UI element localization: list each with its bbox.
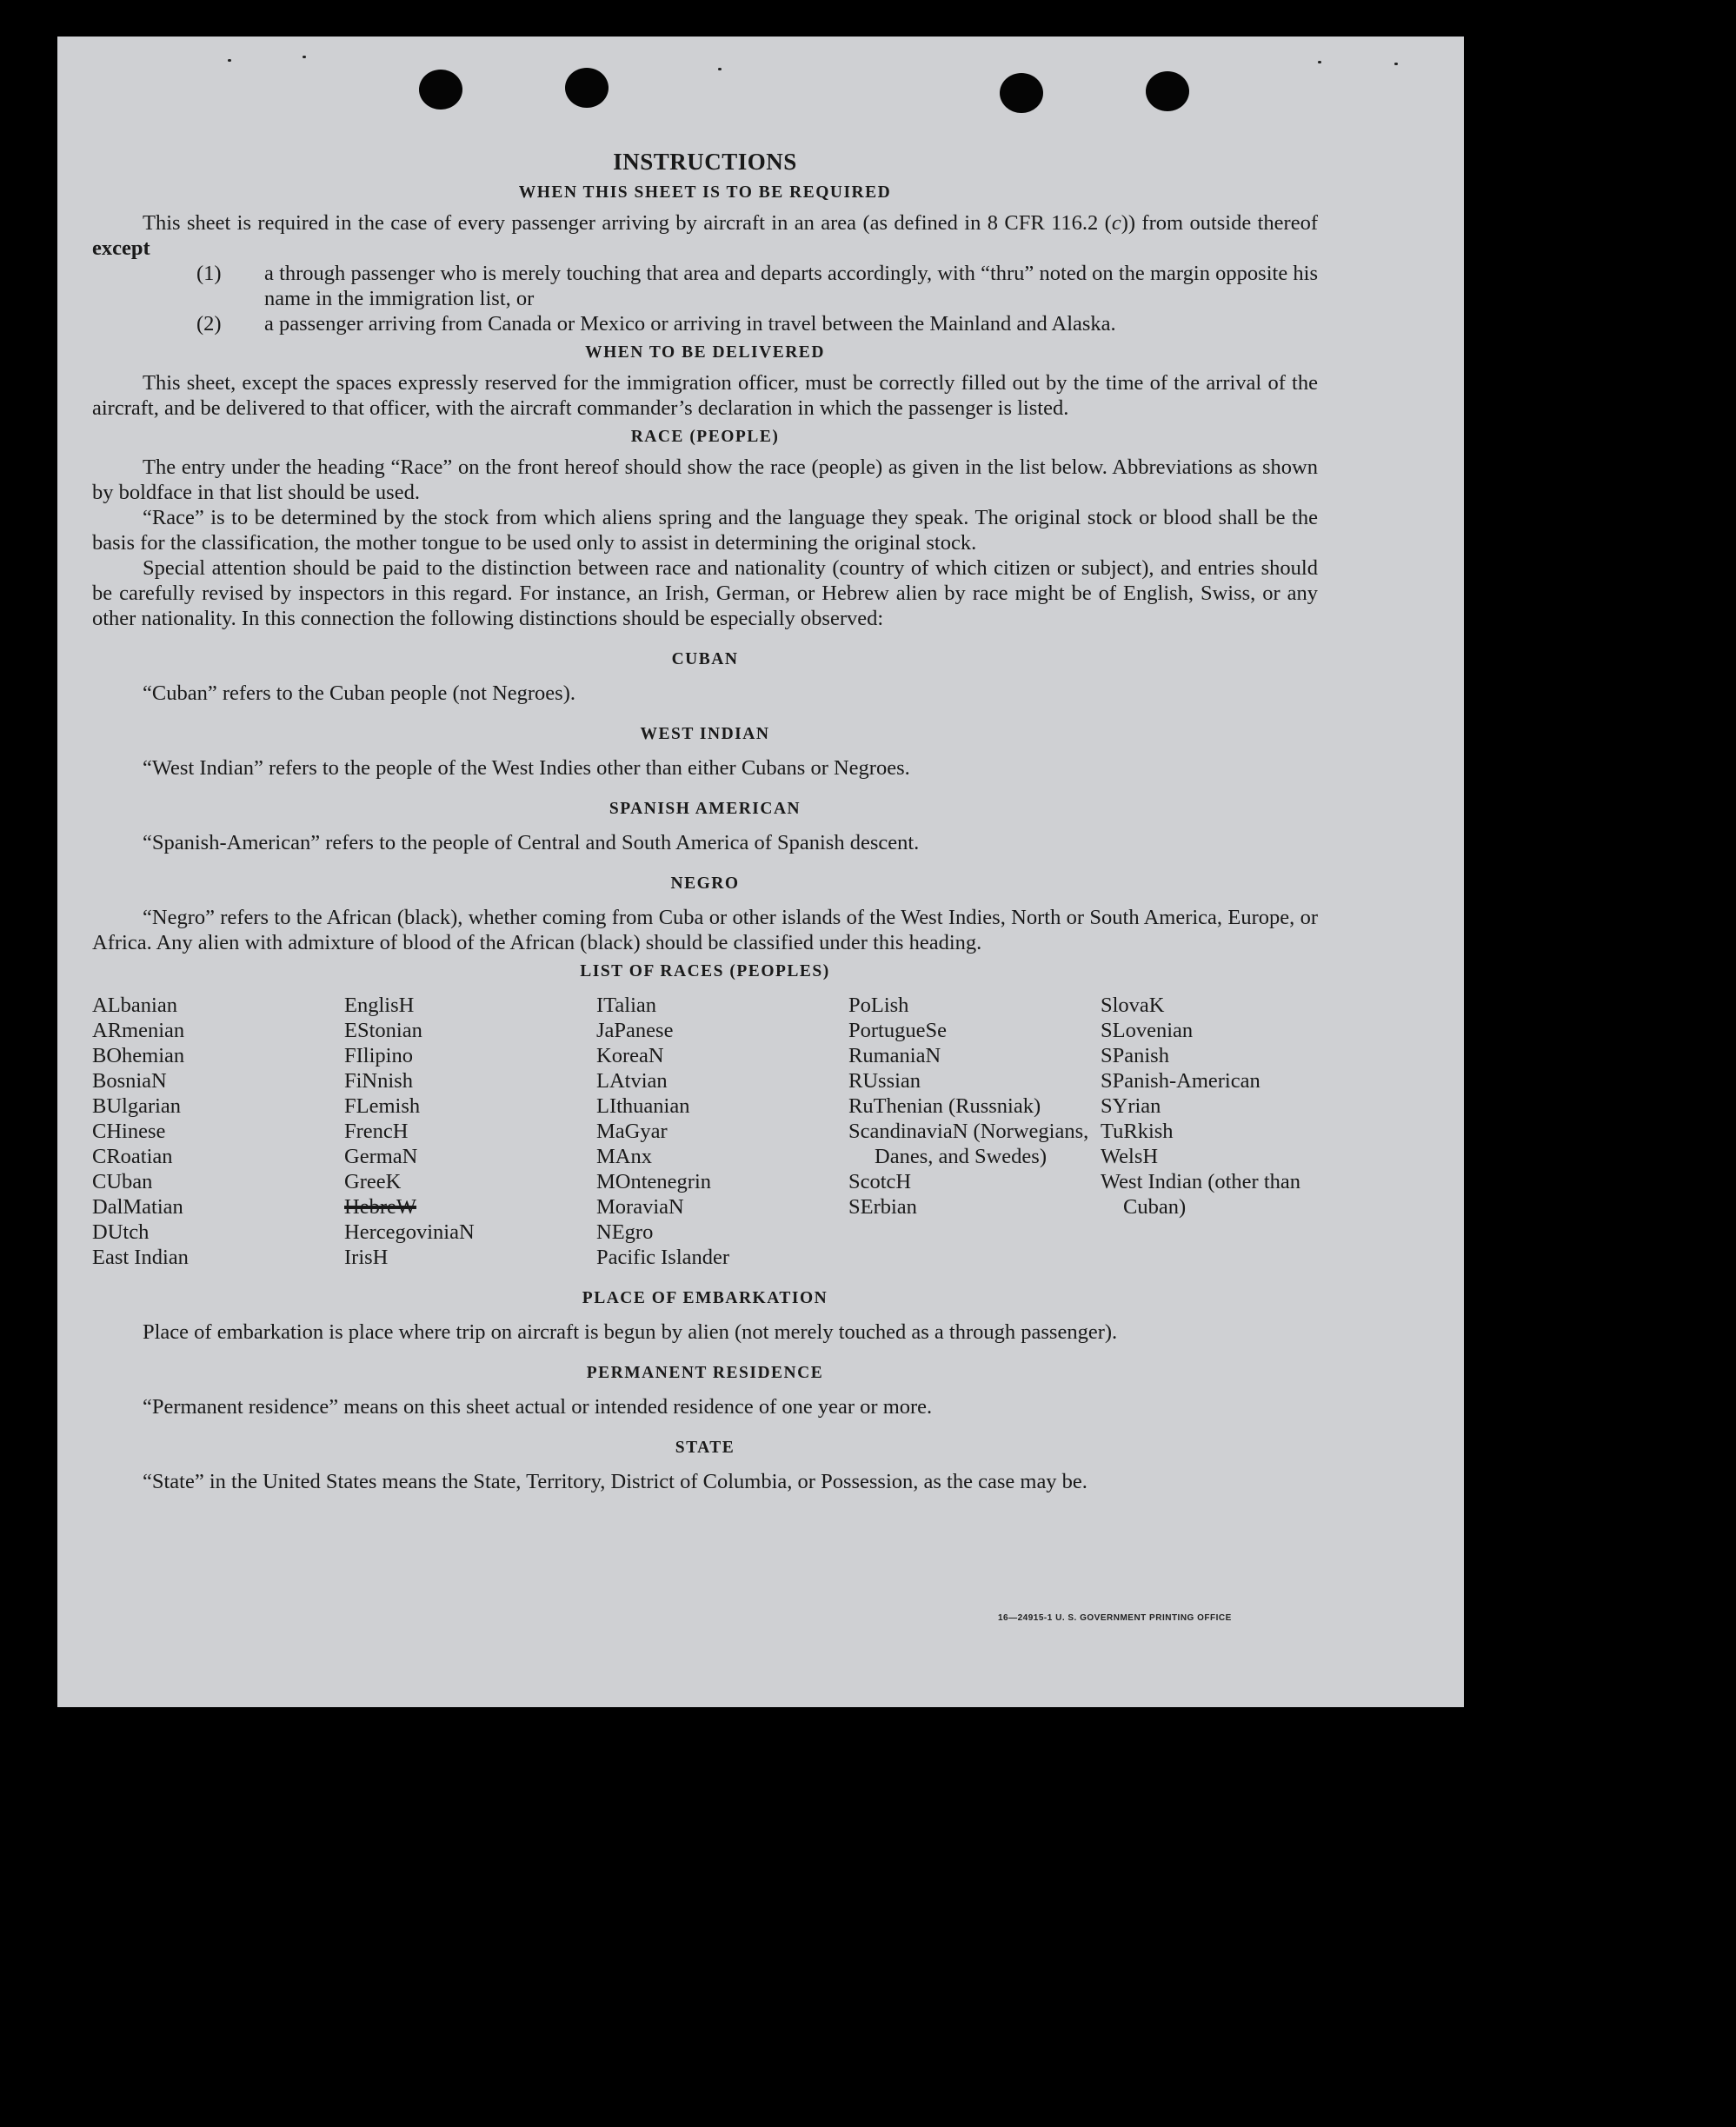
required-intro: This sheet is required in the case of every passenger arriving by aircraft in an area (as defined in 8 CFR 116.2 (c)) from outside thereof except [92,211,1318,260]
race-item: PoLish [848,994,909,1017]
punch-hole [1146,71,1189,111]
speck [228,59,231,62]
race-column [344,993,596,1270]
delivered-text: This sheet, except the spaces expressly reserved for the immigration officer, must be correctly filled out by the time of the arrival of the aircraft, and be delivered to that officer, with the aircraft commander’s declaration in which the passenger is listed. [92,371,1318,420]
section-heading-negro: NEGRO [670,874,740,893]
section-heading-west-indian: WEST INDIAN [640,725,770,743]
race-item: SPanish [1101,1044,1169,1067]
race-item: RUssian [848,1069,921,1093]
cuban-text: “Cuban” refers to the Cuban people (not Negroes). [143,681,575,705]
race-item: NEgro [596,1220,654,1244]
race-item: CUban [92,1170,153,1193]
section-heading-state: STATE [675,1439,735,1457]
punch-hole [565,68,609,108]
race-paragraph: The entry under the heading “Race” on the front hereof should show the race (people) as given in the list below. Abbreviations as shown by boldface in that list should be used. [92,455,1318,504]
race-item: ARmenian [92,1019,185,1042]
race-item: PortugueSe [848,1019,947,1042]
page-title: INSTRUCTIONS [613,149,797,175]
race-paragraph: Special attention should be paid to the distinction between race and nationality (country of which citizen or subject), and entries should be carefully revised by inspectors in this regard. For instance, an Irish, German, or Hebrew alien by race might be of English, Swiss, or any other nationality. In this connection the following distinctions should be especially observed: [92,556,1318,630]
race-item: HercegoviniaN [344,1220,475,1244]
item-number: (2) [196,312,222,336]
race-item: ScotcH [848,1170,912,1193]
speck [718,68,722,70]
section-heading-embarkation: PLACE OF EMBARKATION [582,1289,828,1307]
state-text: “State” in the United States means the State, Territory, District of Columbia, or Possession, as the case may be. [143,1470,1087,1493]
speck [303,56,306,58]
west-indian-text: “West Indian” refers to the people of the West Indies other than either Cubans or Negroes. [143,756,910,780]
race-item: EStonian [344,1019,422,1042]
section-heading-delivered: WHEN TO BE DELIVERED [585,343,825,362]
race-item: MaGyar [596,1120,668,1143]
race-item: CRoatian [92,1145,173,1168]
instructions-content [92,150,1318,1494]
punch-hole [419,70,462,110]
negro-text: “Negro” refers to the African (black), whether coming from Cuba or other islands of the West Indies, North or South America, Europe, or Africa. Any alien with admixture of blood of the African (black) should be classified under this heading. [92,906,1318,954]
race-item: West Indian (other than Cuban) [1101,1170,1301,1219]
section-heading-race: RACE (PEOPLE) [630,428,780,446]
item-number: (1) [196,262,222,285]
race-item: JaPanese [596,1019,674,1042]
race-item: FIlipino [344,1044,413,1067]
section-heading-spanish-american: SPANISH AMERICAN [609,800,801,818]
race-item: BUlgarian [92,1094,182,1118]
race-item: KoreaN [596,1044,664,1067]
race-column [1101,993,1318,1270]
race-item: Pacific Islander [596,1246,730,1269]
race-item: SYrian [1101,1094,1161,1118]
race-column [92,993,344,1270]
race-item: FrencH [344,1120,409,1143]
race-item: LAtvian [596,1069,668,1093]
section-heading-required: WHEN THIS SHEET IS TO BE REQUIRED [518,183,892,202]
race-item: ITalian [596,994,657,1017]
race-item: SErbian [848,1195,917,1219]
exception-item [92,311,1318,336]
section-heading-residence: PERMANENT RESIDENCE [586,1364,824,1382]
exception-item [92,261,1318,311]
race-item: IrisH [344,1246,389,1269]
section-heading-cuban: CUBAN [671,650,739,668]
race-item: DUtch [92,1220,150,1244]
race-column [596,993,848,1270]
race-column [848,993,1101,1270]
race-item: MoraviaN [596,1195,684,1219]
race-item: GreeK [344,1170,402,1193]
spanish-american-text: “Spanish-American” refers to the people of Central and South America of Spanish descent. [143,831,920,854]
race-item: CHinese [92,1120,166,1143]
race-item: WelsH [1101,1145,1159,1168]
race-item-crossed-out: HebreW [344,1195,416,1219]
section-heading-list: LIST OF RACES (PEOPLES) [580,962,830,980]
race-list [92,993,1318,1270]
race-item: FLemish [344,1094,421,1118]
race-item: DalMatian [92,1195,183,1219]
race-item: RuThenian (Russniak) [848,1094,1041,1118]
race-item: MOntenegrin [596,1170,711,1193]
race-item: FiNnish [344,1069,413,1093]
speck [1318,61,1321,63]
race-item: TuRkish [1101,1120,1174,1143]
race-item: SlovaK [1101,994,1165,1017]
race-item: BOhemian [92,1044,185,1067]
race-item: RumaniaN [848,1044,941,1067]
race-item: MAnx [596,1145,652,1168]
form-sheet [57,37,1464,1707]
race-item: BosniaN [92,1069,167,1093]
race-item: SLovenian [1101,1019,1194,1042]
race-item: EnglisH [344,994,415,1017]
race-item: GermaN [344,1145,418,1168]
race-item: East Indian [92,1246,189,1269]
punch-hole [1000,73,1043,113]
item-text: a passenger arriving from Canada or Mexico or arriving in travel between the Mainland and Alaska. [264,312,1116,336]
race-item: ALbanian [92,994,177,1017]
race-paragraph: “Race” is to be determined by the stock from which aliens spring and the language they speak. The original stock or blood shall be the basis for the classification, the mother tongue to be used only to assist in determining the original stock. [92,506,1318,555]
embarkation-text: Place of embarkation is place where trip on aircraft is begun by alien (not merely touched as a through passenger). [143,1320,1118,1344]
race-item: ScandinaviaN (Norwegians, Danes, and Swedes) [848,1120,1089,1168]
printing-office-code: 16—24915-1 U. S. GOVERNMENT PRINTING OFFICE [998,1613,1232,1623]
speck [1394,63,1398,65]
race-item: LIthuanian [596,1094,690,1118]
item-text: a through passenger who is merely touching that area and departs accordingly, with “thru” noted on the margin opposite his name in the immigration list, or [264,262,1318,310]
race-item: SPanish-American [1101,1069,1260,1093]
residence-text: “Permanent residence” means on this sheet actual or intended residence of one year or more. [143,1395,933,1419]
